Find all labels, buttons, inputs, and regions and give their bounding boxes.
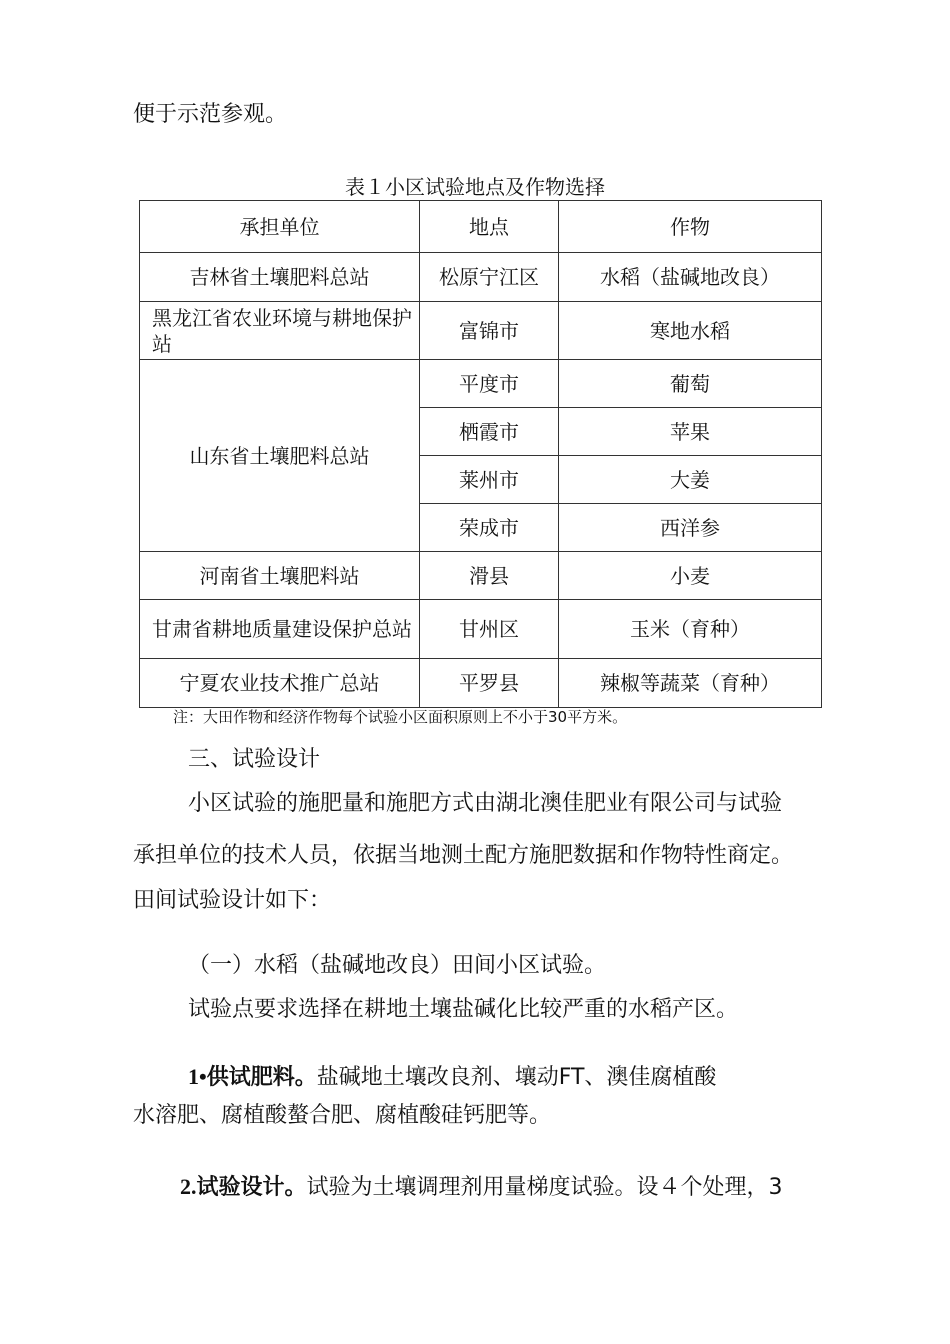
cell-crop: 玉米（育种） (559, 600, 822, 659)
paragraph-line: 小区试验的施肥量和施肥方式由湖北澳佳肥业有限公司与试验 (188, 791, 783, 816)
item-1 (188, 1062, 716, 1093)
cell-unit: 山东省土壤肥料总站 (140, 360, 420, 552)
cell-place: 甘州区 (420, 600, 559, 659)
cell-place: 滑县 (420, 552, 559, 600)
table-row (140, 360, 822, 408)
cell-unit: 黑龙江省农业环境与耕地保护站 (140, 302, 420, 360)
cell-place: 平度市 (420, 360, 559, 408)
table-header-row (140, 201, 822, 253)
cell-place: 荣成市 (420, 504, 559, 552)
table-caption: 表１小区试验地点及作物选择 (345, 175, 605, 199)
cell-place: 栖霞市 (420, 408, 559, 456)
cell-crop: 大姜 (559, 456, 822, 504)
section-heading: 三、试验设计 (188, 747, 321, 772)
cell-crop: 苹果 (559, 408, 822, 456)
cell-crop: 水稻（盐碱地改良） (559, 253, 822, 302)
table-note: 注：大田作物和经济作物每个试验小区面积原则上不小于30平方米。 (173, 708, 628, 726)
table-row (140, 659, 822, 708)
cell-unit: 甘肃省耕地质量建设保护总站 (140, 600, 420, 659)
cell-place: 松原宁江区 (420, 253, 559, 302)
table-row (140, 302, 822, 360)
subsection-heading: （一）水稻（盐碱地改良）田间小区试验。 (188, 953, 607, 978)
cell-crop: 小麦 (559, 552, 822, 600)
item-2-label: 2.试验设计。 (180, 1174, 307, 1199)
cell-crop: 寒地水稻 (559, 302, 822, 360)
cell-place: 平罗县 (420, 659, 559, 708)
item-1-text: 盐碱地土壤改良剂、壤动FT、澳佳腐植酸 (316, 1065, 717, 1090)
cell-unit: 吉林省土壤肥料总站 (140, 253, 420, 302)
cell-unit: 河南省土壤肥料站 (140, 552, 420, 600)
intro-tail-text: 便于示范参观。 (133, 102, 288, 127)
item-2-text: 试验为土壤调理剂用量梯度试验。设４个处理，3 (306, 1175, 783, 1200)
header-place: 地点 (420, 201, 559, 253)
item-1-label: 1•供试肥料。 (188, 1064, 317, 1089)
cell-unit: 宁夏农业技术推广总站 (140, 659, 420, 708)
item-1-continuation: 水溶肥、腐植酸螯合肥、腐植酸硅钙肥等。 (133, 1103, 552, 1128)
header-unit: 承担单位 (140, 201, 420, 253)
requirement-text: 试验点要求选择在耕地土壤盐碱化比较严重的水稻产区。 (188, 997, 739, 1022)
header-crop: 作物 (559, 201, 822, 253)
cell-crop: 辣椒等蔬菜（育种） (559, 659, 822, 708)
table-row (140, 253, 822, 302)
site-crop-table (139, 200, 822, 708)
cell-place: 富锦市 (420, 302, 559, 360)
cell-crop: 西洋参 (559, 504, 822, 552)
table-row (140, 552, 822, 600)
table-row (140, 600, 822, 659)
paragraph-line: 田间试验设计如下： (133, 888, 332, 913)
item-2 (180, 1172, 783, 1203)
paragraph-line: 承担单位的技术人员，依据当地测土配方施肥数据和作物特性商定。 (133, 843, 794, 868)
cell-place: 莱州市 (420, 456, 559, 504)
cell-crop: 葡萄 (559, 360, 822, 408)
